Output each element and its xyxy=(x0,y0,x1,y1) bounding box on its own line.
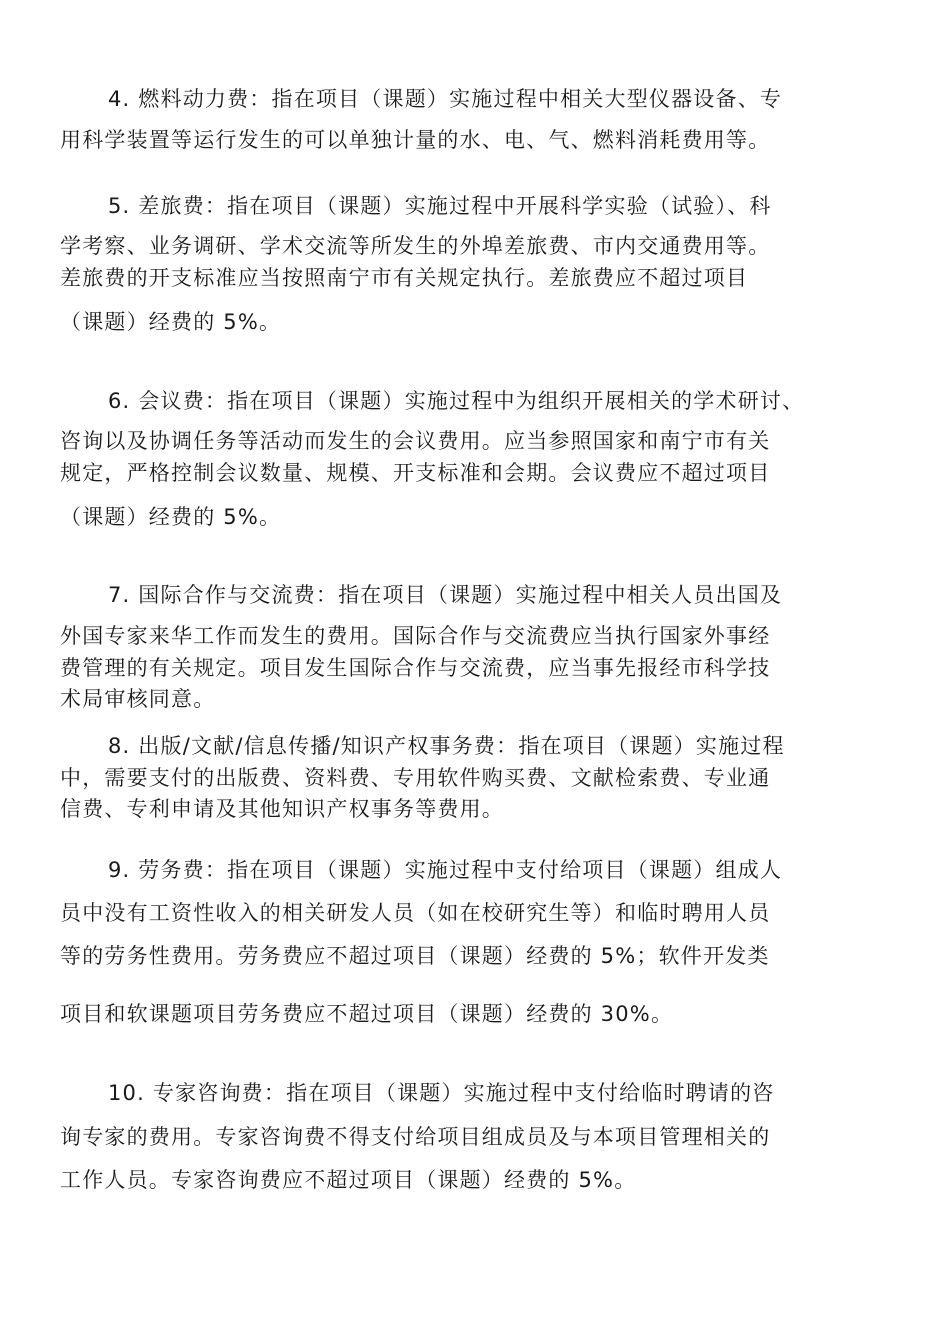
text-line: 10. 专家咨询费：指在项目（课题）实施过程中支付给临时聘请的咨 xyxy=(108,1081,775,1105)
text-line: 中，需要支付的出版费、资料费、专用软件购买费、文献检索费、专业通 xyxy=(60,766,771,790)
text-line: 4. 燃料动力费：指在项目（课题）实施过程中相关大型仪器设备、专 xyxy=(108,87,783,111)
text-line: 学考察、业务调研、学术交流等所发生的外埠差旅费、市内交通费用等。 xyxy=(60,234,771,258)
text-line: 差旅费的开支标准应当按照南宁市有关规定执行。差旅费应不超过项目 xyxy=(60,266,749,290)
text-line: 6. 会议费：指在项目（课题）实施过程中为组织开展相关的学术研讨、 xyxy=(108,389,805,413)
text-line: 5. 差旅费：指在项目（课题）实施过程中开展科学实验（试验）、科 xyxy=(108,194,772,218)
text-line: 等的劳务性费用。劳务费应不超过项目（课题）经费的 5%；软件开发类 xyxy=(60,944,770,968)
text-line: 工作人员。专家咨询费应不超过项目（课题）经费的 5%。 xyxy=(60,1168,637,1192)
text-line: 术局审核同意。 xyxy=(60,687,216,711)
text-line: 信费、专利申请及其他知识产权事务等费用。 xyxy=(60,797,504,821)
text-line: 9. 劳务费：指在项目（课题）实施过程中支付给项目（课题）组成人 xyxy=(108,858,783,882)
text-line: 外国专家来华工作而发生的费用。国际合作与交流费应当执行国家外事经 xyxy=(60,624,771,648)
text-line: 8. 出版/文献/信息传播/知识产权事务费：指在项目（课题）实施过程 xyxy=(108,734,785,758)
text-line: 用科学装置等运行发生的可以单独计量的水、电、气、燃料消耗费用等。 xyxy=(60,128,771,152)
text-line: 员中没有工资性收入的相关研发人员（如在校研究生等）和临时聘用人员 xyxy=(60,901,771,925)
text-line: 规定，严格控制会议数量、规模、开支标准和会期。会议费应不超过项目 xyxy=(60,461,771,485)
text-line: 询专家的费用。专家咨询费不得支付给项目组成员及与本项目管理相关的 xyxy=(60,1125,771,1149)
text-line: 咨询以及协调任务等活动而发生的会议费用。应当参照国家和南宁市有关 xyxy=(60,429,771,453)
text-line: 费管理的有关规定。项目发生国际合作与交流费，应当事先报经市科学技 xyxy=(60,656,771,680)
text-line: （课题）经费的 5%。 xyxy=(60,505,282,529)
text-line: 项目和软课题项目劳务费应不超过项目（课题）经费的 30%。 xyxy=(60,1002,674,1026)
text-line: （课题）经费的 5%。 xyxy=(60,310,282,334)
text-line: 7. 国际合作与交流费：指在项目（课题）实施过程中相关人员出国及 xyxy=(108,583,783,607)
